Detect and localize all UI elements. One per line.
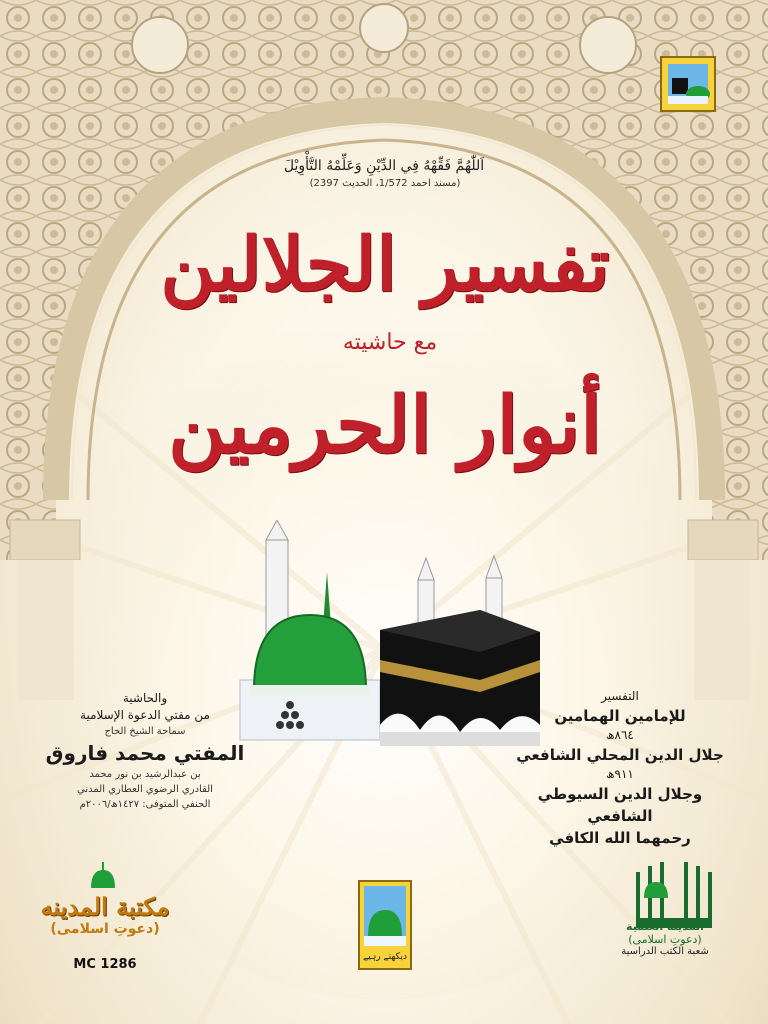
tafsir-author1: جلال الدين المحلي الشافعي	[516, 746, 724, 764]
tafsir-year1: ٨٦٤ھ	[606, 728, 634, 742]
maktaba-publisher-logo	[30, 870, 180, 937]
center-badge-caption: دیکھتے رہیے	[362, 952, 408, 962]
ilmiyah-footer: شعبة الكتب الدراسية	[621, 946, 709, 957]
catalog-code: MC 1286	[73, 957, 137, 972]
dua-text: اَللّٰهُمَّ فَقِّهْهُ فِي الدِّيْنِ وَعَلِّمْهُ التَّأْوِيْلَ	[283, 158, 485, 174]
hashiya-line1: من مفتي الدعوة الإسلامية	[80, 708, 210, 722]
tafsir-author2: وجلال الدين السيوطي الشافعي	[537, 785, 703, 825]
hashiya-line3: بن عبدالرشيد بن نور محمد	[89, 769, 201, 780]
maktaba-name: مكتبة المدينه	[40, 892, 170, 921]
ilmiyah-publisher-block	[600, 920, 730, 957]
tafsir-authors-block	[505, 688, 735, 849]
book-title-with: مع حاشيته	[342, 330, 438, 355]
tafsir-line1: للإمامين الهمامين	[554, 707, 686, 725]
maktaba-sub: (دعوتِ اسلامی)	[50, 921, 160, 937]
madani-channel-logo-icon	[660, 56, 716, 112]
ilmiyah-name: المدينة العلمية	[626, 920, 704, 933]
dua-reference: (مسند احمد 1/572، الحديث 2397)	[309, 178, 461, 189]
hashiya-heading: والحاشية	[122, 691, 168, 705]
tafsir-year2: ٩١١ھ	[606, 767, 634, 781]
hashiya-author: المفتي محمد فاروق	[45, 741, 245, 765]
tafsir-closing: رحمهما الله الكافي	[549, 829, 691, 847]
hashiya-line2: سماحة الشيخ الحاج	[104, 726, 186, 737]
book-title-second: أنوار الحرمين	[168, 380, 602, 471]
hashiya-line4: القادري الرضوي العطاري المدني	[77, 784, 213, 795]
hashiya-line5: الحنفي المتوفى: ١٤٢٧ھ/٢٠٠٦م	[79, 799, 211, 810]
hashiya-author-block	[40, 690, 250, 812]
book-title-main: تفسير الجلالين	[160, 222, 610, 308]
ilmiyah-sub: (دعوتِ اسلامی)	[628, 933, 702, 946]
tafsir-heading: التفسير	[601, 689, 639, 703]
